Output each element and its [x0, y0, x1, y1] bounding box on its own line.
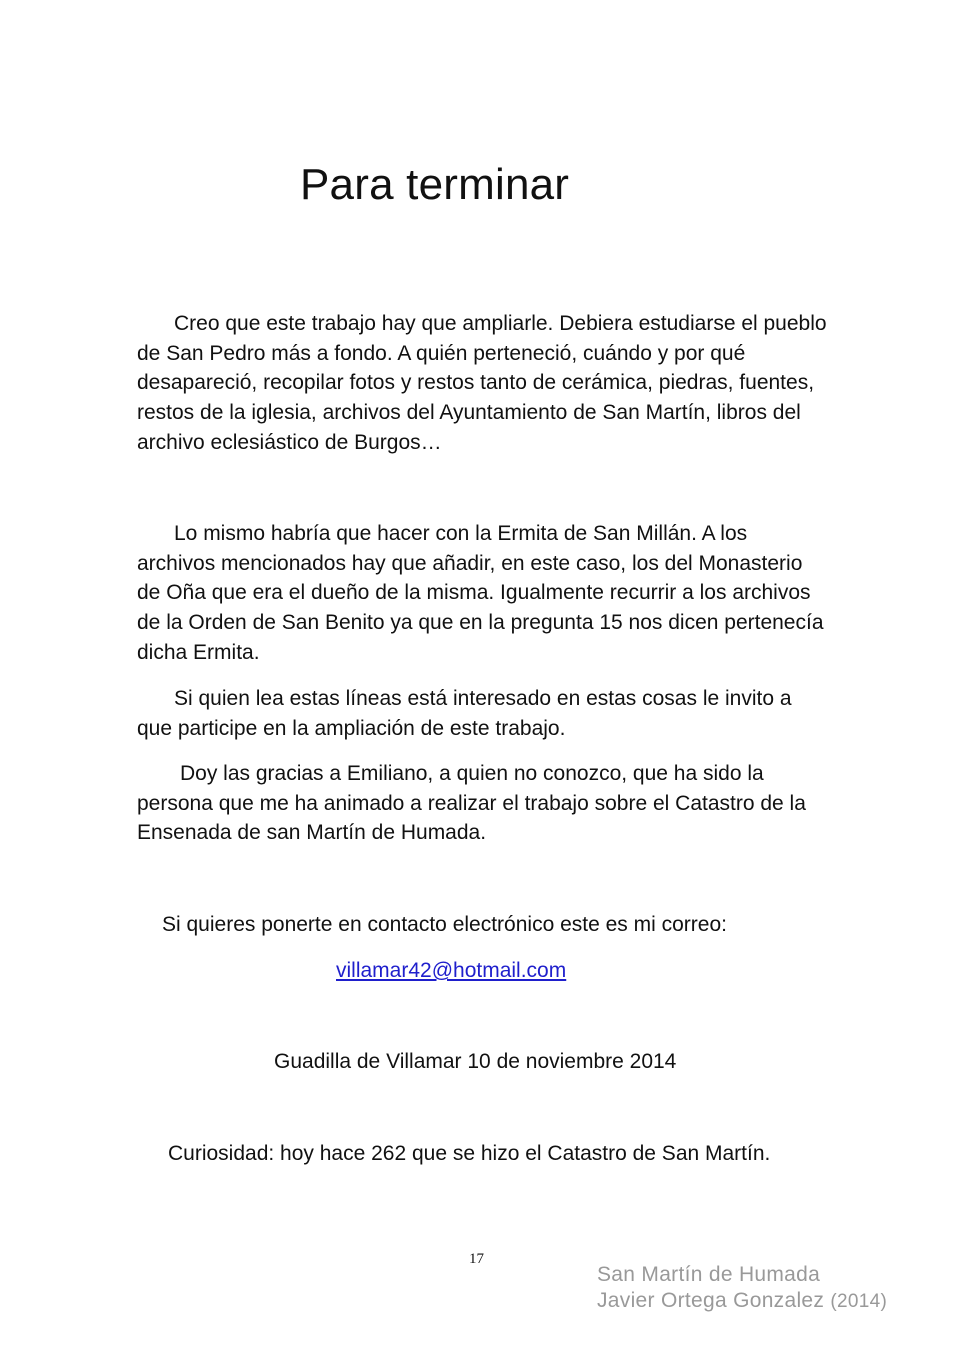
footer-line-1: San Martín de Humada [597, 1263, 821, 1286]
curiosity-note: Curiosidad: hoy hace 262 que se hizo el Catastro de San Martín. [168, 1142, 771, 1165]
paragraph-3 [137, 684, 827, 743]
paragraph-4 [137, 759, 827, 848]
paragraph-3-text: Si quien lea estas líneas está interesado en estas cosas le invito a que participe en la ampliación de este trabajo. [137, 687, 792, 740]
place-date: Guadilla de Villamar 10 de noviembre 2014 [274, 1050, 677, 1073]
footer-author: Javier Ortega Gonzalez [597, 1289, 825, 1312]
email-link[interactable]: villamar42@hotmail.com [336, 959, 567, 982]
footer-year: (2014) [830, 1291, 888, 1312]
contact-line: Si quieres ponerte en contacto electrónico este es mi correo: [162, 913, 727, 936]
page-number: 17 [469, 1251, 484, 1267]
paragraph-2 [137, 519, 827, 668]
footer-credit [597, 1262, 887, 1315]
page-title: Para terminar [300, 160, 570, 209]
footer-line-2 [597, 1288, 887, 1315]
paragraph-1 [137, 309, 827, 458]
paragraph-4-text: Doy las gracias a Emiliano, a quien no conozco, que ha sido la persona que me ha animado a realizar el trabajo sobre el Catastro de la Ensenada de san Martín de Humada. [137, 762, 806, 845]
paragraph-2-text: Lo mismo habría que hacer con la Ermita de San Millán. A los archivos mencionados hay que añadir, en este caso, los del Monasterio de Oña que era el dueño de la misma. Igualmente recurrir a los archivos de la Orden de San Benito ya que en la pregunta 15 nos dicen pertenecía dicha Ermita. [137, 522, 824, 664]
paragraph-1-text: Creo que este trabajo hay que ampliarle. Debiera estudiarse el pueblo de San Pedro más a fondo. A quién perteneció, cuándo y por qué desapareció, recopilar fotos y restos tanto de cerámica, piedras, fuentes, restos de la iglesia, archivos del Ayuntamiento de San Martín, libros del archivo eclesiástico de Burgos… [137, 312, 827, 454]
